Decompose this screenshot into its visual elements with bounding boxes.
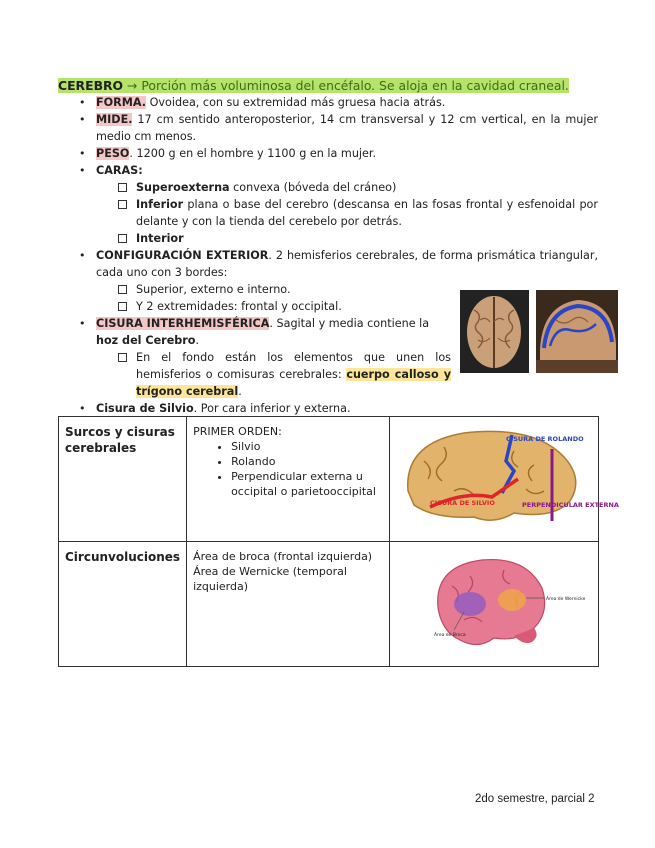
brain-sagittal-falx-image <box>536 290 618 373</box>
row2-image-cell <box>390 542 599 667</box>
caras-sub-item <box>116 230 598 247</box>
configuracion-text: . 2 hemisferios cerebrales, de forma prismática triangular, cada uno con 3 bordes: <box>96 249 599 279</box>
cara-text: convexa (bóveda del cráneo) <box>229 181 397 194</box>
list-item: • Silvio <box>231 439 383 454</box>
cisura-sublist <box>116 349 451 400</box>
row1-heading: Surcos y cisuras cerebrales <box>65 425 175 455</box>
cisura-sub-text: En el fondo están los elementos que unen los hemisferios o comisuras cerebrales: <box>136 351 451 381</box>
row2-content-cell <box>187 542 390 667</box>
label-broca: Área de Broca <box>434 633 466 638</box>
brain-areas-image <box>394 546 594 658</box>
wernicke-line: Área de Wernicke (temporal izquierda) <box>193 565 347 593</box>
cara-name: Superoexterna <box>136 181 230 194</box>
list-item-forma <box>58 94 598 111</box>
comisuras-highlight: cuerpo calloso y trígono cerebral <box>136 368 451 398</box>
cisura-sub-end: . <box>238 385 242 398</box>
label-perpendicular: PERPENDICULAR EXTERNA <box>522 501 619 509</box>
primer-orden-list <box>193 439 383 499</box>
title-arrow: → <box>127 78 138 93</box>
cara-name: Inferior <box>136 198 184 211</box>
mide-text: 17 cm sentido anteroposterior, 14 cm transversal y 12 cm vertical, en la mujer medio cm menos. <box>96 113 598 143</box>
caras-sub-item <box>116 196 598 230</box>
silvio-label: Cisura de Silvio <box>96 402 194 415</box>
sulci-table <box>58 416 619 667</box>
caras-sub-item <box>116 179 598 196</box>
peso-label: PESO <box>96 147 130 160</box>
list-item: • Perpendicular externa u occipital o parietooccipital <box>231 469 383 499</box>
list-item-cisura <box>58 315 451 400</box>
forma-text: Ovoidea, con su extremidad más gruesa hacia atrás. <box>146 96 446 109</box>
row2-heading-cell <box>59 542 187 667</box>
cisura-sub-item <box>116 349 451 400</box>
brain-lateral-fissures-image <box>394 421 619 533</box>
caras-sublist <box>116 179 598 247</box>
configuracion-sub-item: Superior, externo e interno. <box>116 281 598 298</box>
page-footer: 2do semestre, parcial 2 <box>475 793 595 805</box>
peso-text: . 1200 g en el hombre y 1100 g en la mujer. <box>129 147 377 160</box>
row1-image-cell <box>390 417 619 542</box>
row1-content-cell <box>187 417 390 542</box>
row2-heading: Circunvoluciones <box>65 550 181 564</box>
table-row <box>59 542 599 667</box>
cisura-end: . <box>195 334 200 347</box>
brain-superior-view-image <box>460 290 529 373</box>
list-item-caras <box>58 162 598 247</box>
section-title <box>58 77 569 94</box>
caras-label: CARAS: <box>96 164 143 177</box>
configuracion-sub-item: Y 2 extremidades: frontal y occipital. <box>116 298 598 315</box>
cisura-text: . Sagital y media contiene la <box>269 317 430 330</box>
list-item-peso <box>58 145 598 162</box>
label-silvio: CISURA DE SILVIO <box>430 499 495 507</box>
cara-text: plana o base del cerebro (descansa en las fosas frontal y esfenoidal por delante y con la tienda del cerebelo por detrás. <box>136 198 598 228</box>
cisura-label: CISURA INTERHEMISFÉRICA <box>96 317 270 330</box>
forma-label: FORMA. <box>96 96 147 109</box>
silvio-text: . Por cara inferior y externa. <box>193 402 351 415</box>
list-item: • Rolando <box>231 454 383 469</box>
table-row <box>59 417 599 542</box>
broca-line: Área de broca (frontal izquierda) <box>193 550 373 563</box>
hoz-del-cerebro: hoz del Cerebro <box>96 334 196 347</box>
configuracion-label: CONFIGURACIÓN EXTERIOR <box>96 249 269 262</box>
title-term: CEREBRO <box>58 78 124 93</box>
mide-label: MIDE. <box>96 113 133 126</box>
list-item-silvio <box>58 400 598 417</box>
label-wernicke: Área de Wernicke <box>546 597 586 602</box>
cara-name: Interior <box>136 232 184 245</box>
primer-orden-label: PRIMER ORDEN: <box>193 425 282 438</box>
label-rolando: CISURA DE ROLANDO <box>506 435 584 443</box>
row1-heading-cell <box>59 417 187 542</box>
title-definition: Porción más voluminosa del encéfalo. Se aloja en la cavidad craneal. <box>137 78 569 93</box>
list-item-mide <box>58 111 598 145</box>
